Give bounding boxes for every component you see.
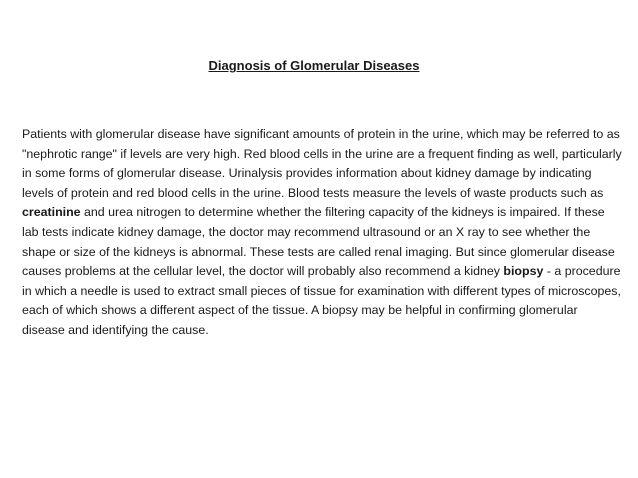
paragraph-text-2: and urea nitrogen to determine whether the filtering capacity of the kidneys is impaired. If these lab tests indicate kidney damage, the doctor may recommend ultrasound or an X ray to see whether the shape or size of the kidneys is abnormal. These tests are called renal imaging. But since glomerular disease causes problems at the cellular level, the doctor will probably also recommend a kidney <box>22 205 615 279</box>
body-paragraph <box>22 125 622 341</box>
term-creatinine: creatinine <box>22 205 81 220</box>
paragraph-text-3: - a procedure in which a needle is used to extract small pieces of tissue for examination with different types of microscopes, each of which shows a different aspect of the tissue. A biopsy may be helpful in confirming glomerular disease and identifying the cause. <box>22 264 621 337</box>
slide-title: Diagnosis of Glomerular Diseases <box>208 58 420 73</box>
term-biopsy: biopsy <box>503 264 544 279</box>
paragraph-text-1: Patients with glomerular disease have significant amounts of protein in the urine, which may be referred to as "nephrotic range" if levels are very high. Red blood cells in the urine are a frequent finding as well, particularly in some forms of glomerular disease. Urinalysis provides information about kidney damage by indicating levels of protein and red blood cells in the urine. Blood tests measure the levels of waste products such as <box>22 127 622 200</box>
